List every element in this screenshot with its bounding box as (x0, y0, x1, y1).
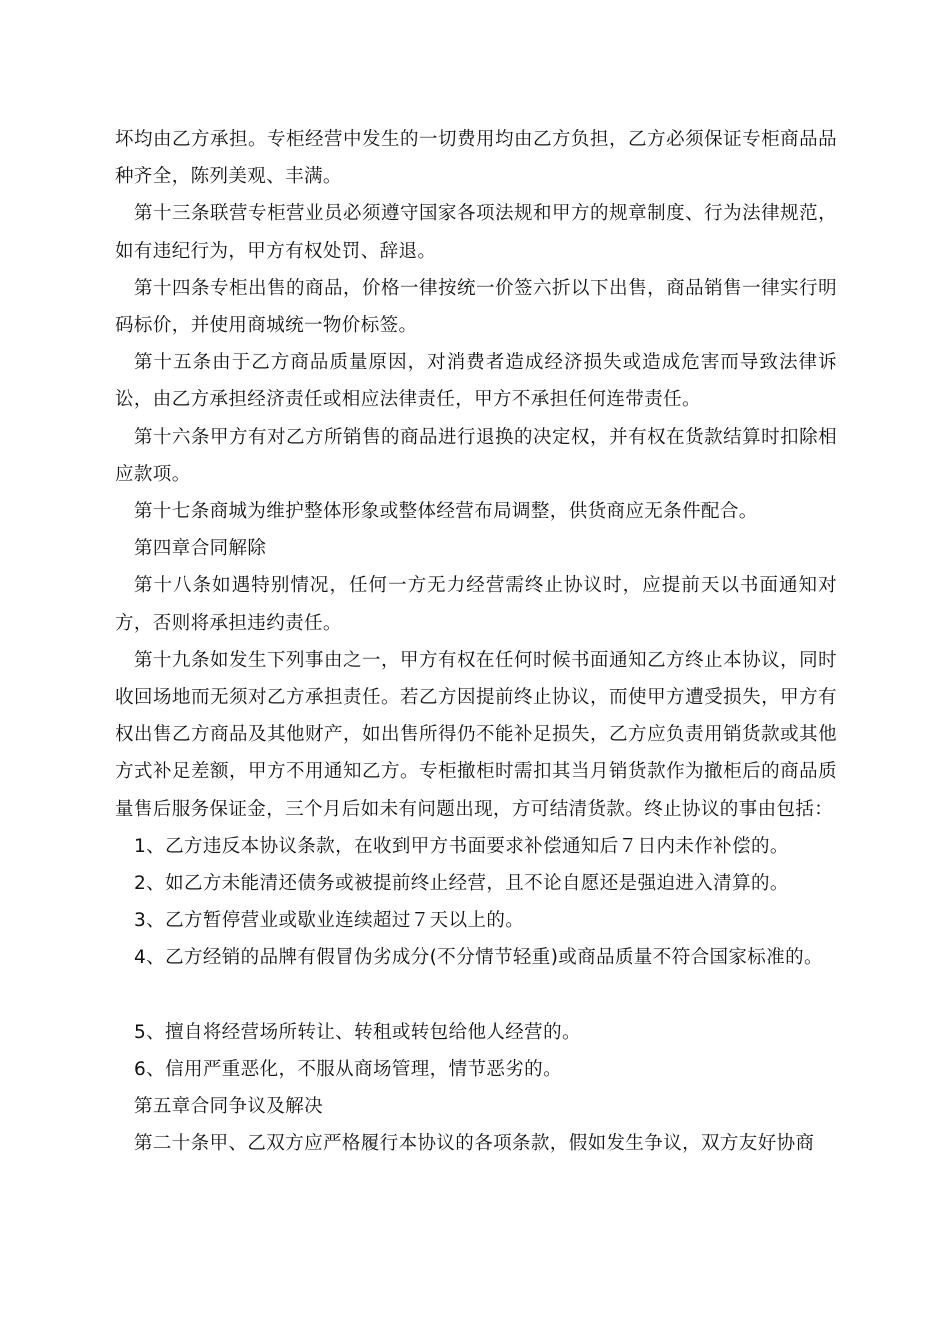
article-19-paragraph: 第十九条如发生下列事由之一，甲方有权在任何时候书面通知乙方终止本协议，同时收回场地而无须对乙方承担责任。若乙方因提前终止协议，而使甲方遭受损失，甲方有权出售乙方商品及其他财产，如出售所得仍不能补足损失，乙方应负责用销货款或其他方式补足差额，甲方不用通知乙方。专柜撤柜时需扣其当月销货款作为撤柜后的商品质量售后服务保证金，三个月后如未有问题出现，方可结清货款。终止协议的事由包括： (115, 649, 837, 820)
article-20-paragraph: 第二十条甲、乙双方应严格履行本协议的各项条款，假如发生争议，双方友好协商 (134, 1133, 815, 1155)
article-14-paragraph: 第十四条专柜出售的商品，价格一律按统一价签六折以下出售，商品销售一律实行明码标价，并使用商城统一物价标签。 (115, 277, 837, 337)
list-item-4: 4、乙方经销的品牌有假冒伪劣成分(不分情节轻重)或商品质量不符合国家标准的。 (134, 947, 823, 969)
paragraph-1: 坏均由乙方承担。专柜经营中发生的一切费用均由乙方负担，乙方必须保证专柜商品品种齐全，陈列美观、丰满。 (115, 129, 837, 188)
blank-line (115, 977, 837, 1014)
list-item-6: 6、信用严重恶化，不服从商场管理，情节恶劣的。 (134, 1058, 562, 1080)
list-item-5: 5、擅自将经营场所转让、转租或转包给他人经营的。 (134, 1021, 581, 1043)
chapter-4-heading: 第四章合同解除 (134, 538, 267, 560)
list-item-2: 2、如乙方未能清还债务或被提前终止经营，且不论自愿还是强迫进入清算的。 (134, 873, 789, 895)
chapter-5-heading: 第五章合同争议及解决 (134, 1096, 324, 1118)
article-13-paragraph: 第十三条联营专柜营业员必须遵守国家各项法规和甲方的规章制度、行为法律规范，如有违纪行为，甲方有权处罚、辞退。 (115, 203, 837, 262)
article-15-paragraph: 第十五条由于乙方商品质量原因，对消费者造成经济损失或造成危害而导致法律诉讼，由乙方承担经济责任或相应法律责任，甲方不承担任何连带责任。 (115, 352, 837, 411)
article-16-paragraph: 第十六条甲方有对乙方所销售的商品进行退换的决定权，并有权在货款结算时扣除相应款项。 (115, 426, 837, 485)
list-item-1: 1、乙方违反本协议条款，在收到甲方书面要求补偿通知后７日内未作补偿的。 (134, 835, 789, 857)
article-17-paragraph: 第十七条商城为维护整体形象或整体经营布局调整，供货商应无条件配合。 (134, 501, 758, 523)
list-item-3: 3、乙方暂停营业或歇业连续超过７天以上的。 (134, 910, 525, 932)
document-body (115, 121, 837, 1162)
article-18-paragraph: 第十八条如遇特别情况，任何一方无力经营需终止协议时，应提前天以书面通知对方，否则将承担违约责任。 (115, 575, 837, 634)
